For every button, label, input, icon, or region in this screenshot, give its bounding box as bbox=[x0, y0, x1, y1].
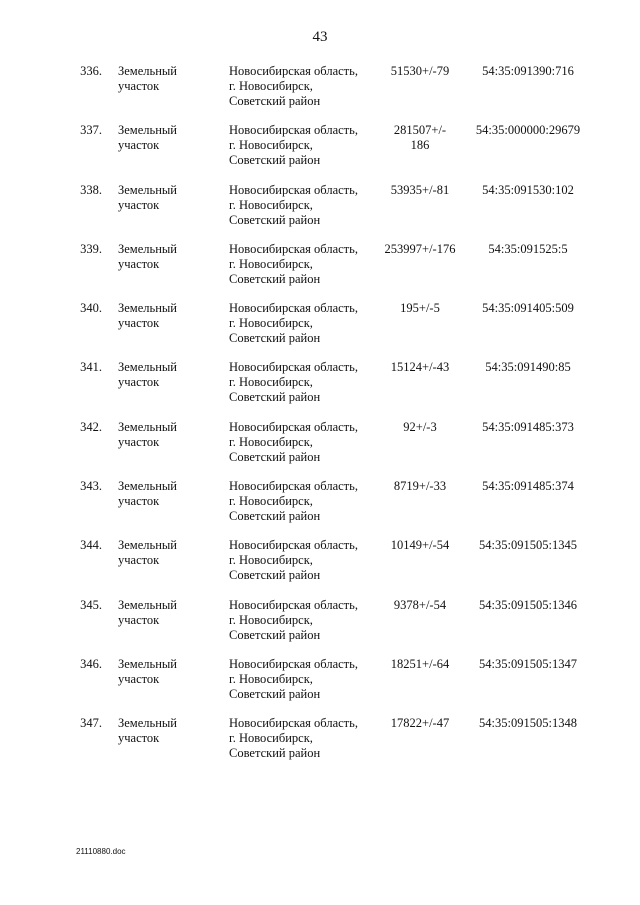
row-number: 339. bbox=[80, 241, 102, 256]
area-line: 92+/-3 bbox=[403, 419, 437, 434]
table-row bbox=[0, 538, 640, 597]
address-line: Советский район bbox=[229, 94, 321, 108]
row-number: 345. bbox=[80, 597, 102, 612]
address-line: г. Новосибирск, bbox=[229, 671, 313, 686]
object-type-line: участок bbox=[118, 553, 160, 568]
area-line: 10149+/-54 bbox=[390, 538, 450, 553]
area bbox=[380, 716, 460, 731]
object-type-line: участок bbox=[118, 494, 160, 509]
object-type-line: Земельный bbox=[118, 656, 177, 671]
area bbox=[380, 183, 460, 198]
address-line: Советский район bbox=[229, 746, 321, 761]
object-type bbox=[118, 538, 218, 568]
cadastral-number: 54:35:091505:1345 bbox=[479, 538, 577, 553]
address-line: г. Новосибирск, bbox=[229, 434, 313, 449]
object-type-line: участок bbox=[118, 671, 160, 686]
address bbox=[229, 123, 379, 168]
object-type-line: Земельный bbox=[118, 64, 177, 78]
address-line: Советский район bbox=[229, 212, 321, 227]
address-line: Новосибирская область, bbox=[229, 64, 358, 78]
area-line: 253997+/-176 bbox=[384, 241, 456, 256]
table-row bbox=[0, 716, 640, 775]
object-type-line: участок bbox=[118, 375, 160, 390]
document-filename: 21110880.doc bbox=[76, 847, 126, 856]
area-line: 281507+/- bbox=[393, 123, 447, 138]
cadastral-number: 54:35:091490:85 bbox=[485, 360, 571, 375]
address bbox=[229, 360, 379, 405]
row-number: 342. bbox=[80, 419, 102, 434]
table-row bbox=[0, 183, 640, 242]
object-type bbox=[118, 598, 218, 628]
address bbox=[229, 420, 379, 465]
address-line: г. Новосибирск, bbox=[229, 256, 313, 271]
area-line: 195+/-5 bbox=[400, 301, 440, 316]
row-number: 337. bbox=[80, 123, 102, 138]
address-line: Новосибирская область, bbox=[229, 716, 358, 731]
row-number: 341. bbox=[80, 360, 102, 375]
address-line: Советский район bbox=[229, 568, 321, 583]
area bbox=[380, 479, 460, 494]
address-line: г. Новосибирск, bbox=[229, 316, 313, 331]
area-line: 53935+/-81 bbox=[390, 182, 450, 197]
area bbox=[380, 123, 460, 153]
table-row bbox=[0, 420, 640, 479]
object-type-line: Земельный bbox=[118, 241, 177, 256]
object-type-line: Земельный bbox=[118, 479, 177, 494]
area-line: 186 bbox=[410, 138, 430, 153]
address-line: Советский район bbox=[229, 509, 321, 524]
address-line: Советский район bbox=[229, 627, 321, 642]
address-line: Новосибирская область, bbox=[229, 360, 358, 375]
row-number: 340. bbox=[80, 301, 102, 316]
area bbox=[380, 64, 460, 79]
address-line: Советский район bbox=[229, 390, 321, 405]
address-line: г. Новосибирск, bbox=[229, 79, 313, 93]
address bbox=[229, 538, 379, 583]
cadastral-number: 54:35:091525:5 bbox=[488, 241, 568, 256]
area-line: 18251+/-64 bbox=[390, 656, 450, 671]
cadastral-number: 54:35:091485:374 bbox=[482, 479, 574, 494]
object-type-line: Земельный bbox=[118, 360, 177, 375]
object-type bbox=[118, 657, 218, 687]
object-type-line: участок bbox=[118, 612, 160, 627]
address bbox=[229, 479, 379, 524]
object-type-line: Земельный bbox=[118, 182, 177, 197]
area-line: 17822+/-47 bbox=[390, 716, 450, 731]
area bbox=[380, 657, 460, 672]
address-line: Новосибирская область, bbox=[229, 182, 358, 197]
land-plot-table bbox=[0, 64, 640, 776]
object-type-line: участок bbox=[118, 197, 160, 212]
address-line: г. Новосибирск, bbox=[229, 731, 313, 746]
address-line: г. Новосибирск, bbox=[229, 553, 313, 568]
object-type-line: Земельный bbox=[118, 123, 177, 138]
object-type-line: Земельный bbox=[118, 716, 177, 731]
address-line: Советский район bbox=[229, 331, 321, 346]
area bbox=[380, 598, 460, 613]
table-row bbox=[0, 64, 640, 123]
address-line: Советский район bbox=[229, 271, 321, 286]
object-type bbox=[118, 183, 218, 213]
address-line: Советский район bbox=[229, 153, 321, 168]
page-number: 43 bbox=[312, 29, 328, 45]
object-type-line: участок bbox=[118, 138, 160, 153]
object-type bbox=[118, 420, 218, 450]
object-type-line: участок bbox=[118, 256, 160, 271]
address bbox=[229, 301, 379, 346]
address-line: Советский район bbox=[229, 686, 321, 701]
address bbox=[229, 183, 379, 228]
address-line: Новосибирская область, bbox=[229, 123, 358, 138]
table-row bbox=[0, 598, 640, 657]
address-line: Новосибирская область, bbox=[229, 538, 358, 553]
address-line: Новосибирская область, bbox=[229, 656, 358, 671]
cadastral-number: 54:35:000000:29679 bbox=[475, 123, 581, 138]
object-type-line: Земельный bbox=[118, 538, 177, 553]
address bbox=[229, 716, 379, 761]
object-type bbox=[118, 123, 218, 153]
row-number: 338. bbox=[80, 182, 102, 197]
address bbox=[229, 242, 379, 287]
object-type bbox=[118, 716, 218, 746]
row-number: 346. bbox=[80, 656, 102, 671]
object-type-line: Земельный bbox=[118, 419, 177, 434]
address-line: Новосибирская область, bbox=[229, 419, 358, 434]
table-row bbox=[0, 360, 640, 419]
address-line: г. Новосибирск, bbox=[229, 612, 313, 627]
object-type-line: участок bbox=[118, 79, 160, 93]
table-row bbox=[0, 479, 640, 538]
address bbox=[229, 657, 379, 702]
object-type-line: участок bbox=[118, 434, 160, 449]
address-line: Новосибирская область, bbox=[229, 301, 358, 316]
area-line: 51530+/-79 bbox=[390, 64, 450, 78]
area-line: 15124+/-43 bbox=[390, 360, 450, 375]
object-type bbox=[118, 64, 218, 94]
address-line: г. Новосибирск, bbox=[229, 197, 313, 212]
object-type-line: участок bbox=[118, 316, 160, 331]
address-line: Советский район bbox=[229, 449, 321, 464]
table-row bbox=[0, 657, 640, 716]
address bbox=[229, 64, 379, 109]
row-number: 343. bbox=[80, 479, 102, 494]
address-line: Новосибирская область, bbox=[229, 597, 358, 612]
cadastral-number: 54:35:091485:373 bbox=[482, 419, 574, 434]
address bbox=[229, 598, 379, 643]
address-line: г. Новосибирск, bbox=[229, 494, 313, 509]
object-type-line: Земельный bbox=[118, 597, 177, 612]
area bbox=[380, 538, 460, 553]
address-line: Новосибирская область, bbox=[229, 241, 358, 256]
object-type-line: Земельный bbox=[118, 301, 177, 316]
object-type-line: участок bbox=[118, 731, 160, 746]
table-row bbox=[0, 242, 640, 301]
cadastral-number: 54:35:091390:716 bbox=[482, 64, 574, 78]
cadastral-number: 54:35:091405:509 bbox=[482, 301, 574, 316]
table-row bbox=[0, 301, 640, 360]
row-number: 336. bbox=[80, 64, 102, 78]
area bbox=[380, 360, 460, 375]
row-number: 347. bbox=[80, 716, 102, 731]
address-line: г. Новосибирск, bbox=[229, 138, 313, 153]
object-type bbox=[118, 301, 218, 331]
object-type bbox=[118, 242, 218, 272]
address-line: г. Новосибирск, bbox=[229, 375, 313, 390]
area bbox=[380, 242, 460, 257]
cadastral-number: 54:35:091530:102 bbox=[482, 182, 574, 197]
cadastral-number: 54:35:091505:1346 bbox=[479, 597, 577, 612]
row-number: 344. bbox=[80, 538, 102, 553]
area bbox=[380, 420, 460, 435]
area-line: 9378+/-54 bbox=[393, 597, 447, 612]
object-type bbox=[118, 360, 218, 390]
area-line: 8719+/-33 bbox=[393, 479, 447, 494]
table-row bbox=[0, 123, 640, 182]
cadastral-number: 54:35:091505:1347 bbox=[479, 656, 577, 671]
cadastral-number: 54:35:091505:1348 bbox=[479, 716, 577, 731]
area bbox=[380, 301, 460, 316]
object-type bbox=[118, 479, 218, 509]
address-line: Новосибирская область, bbox=[229, 479, 358, 494]
